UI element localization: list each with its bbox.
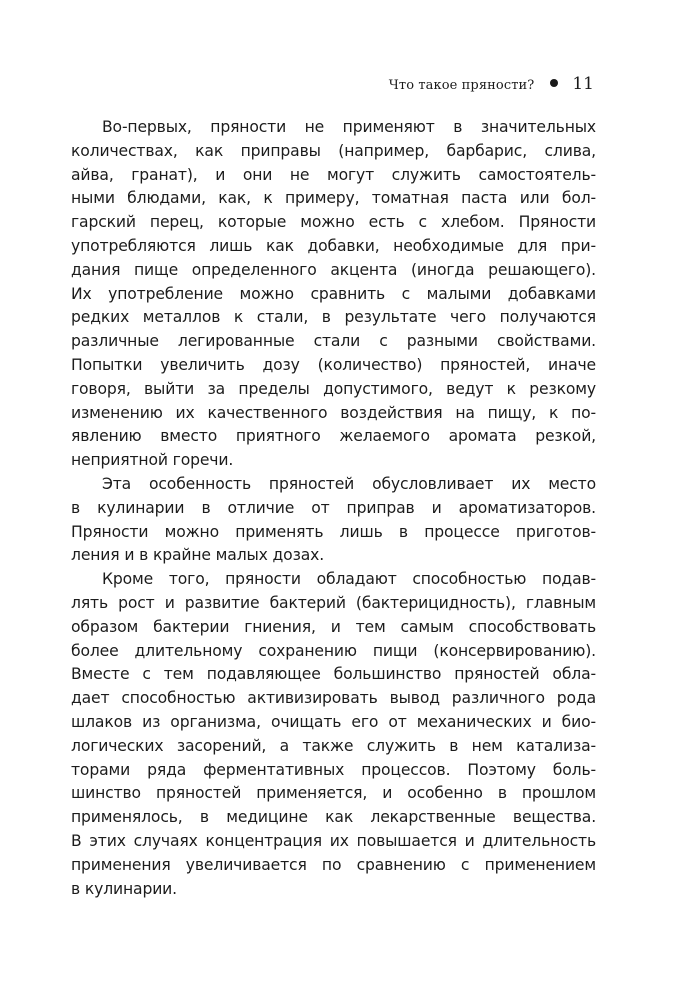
text-line: ления и в крайне малых дозах. <box>71 546 325 565</box>
text-line: ными блюдами, как, к примеру, томатная паста или бол- <box>71 189 596 208</box>
running-header <box>389 74 594 102</box>
text-line: Попытки увеличить дозу (количество) пряностей, иначе <box>71 355 596 374</box>
paragraph-3 <box>71 568 596 901</box>
text-line: Кроме того, пряности обладают способностью подав- <box>102 570 596 589</box>
text-line: дания пище определенного акцента (иногда решающего). <box>71 260 596 279</box>
text-line: применялось, в медицине как лекарственные вещества. <box>71 808 596 827</box>
text-line: образом бактерии гниения, и тем самым способствовать <box>71 617 596 636</box>
text-line: Их употребление можно сравнить с малыми добавками <box>71 284 596 303</box>
text-line: явлению вместо приятного желаемого аромата резкой, <box>71 427 596 446</box>
text-line: применения увеличивается по сравнению с применением <box>71 855 596 874</box>
text-line: шинство пряностей применяется, и особенно в прошлом <box>71 784 596 803</box>
text-line: редких металлов к стали, в результате чего получаются <box>71 308 596 327</box>
paragraph-2 <box>71 473 596 568</box>
text-line: торами ряда ферментативных процессов. Поэтому боль- <box>71 760 596 779</box>
text-line: дает способностью активизировать вывод различного рода <box>71 689 596 708</box>
text-line: гарский перец, которые можно есть с хлебом. Пряности <box>71 213 596 232</box>
text-line: айва, гранат), и они не могут служить самостоятель- <box>71 165 596 184</box>
text-line: различные легированные стали с разными свойствами. <box>71 332 596 351</box>
text-line: Пряности можно применять лишь в процессе приготов- <box>71 522 596 541</box>
paragraph-1 <box>71 116 596 473</box>
text-line: неприятной горечи. <box>71 451 234 470</box>
text-line: количествах, как приправы (например, барбарис, слива, <box>71 141 596 160</box>
text-line: Во-первых, пряности не применяют в значительных <box>102 118 596 136</box>
text-line: шлаков из организма, очищать его от механических и био- <box>71 712 596 731</box>
text-line: употребляются лишь как добавки, необходимые для при- <box>71 236 596 255</box>
text-line: в кулинарии. <box>71 879 177 898</box>
page-number: 11 <box>572 74 594 94</box>
body-text <box>71 116 596 901</box>
text-line: говоря, выйти за пределы допустимого, ведут к резкому <box>71 379 596 398</box>
text-line: Вместе с тем подавляющее большинство пряностей обла- <box>71 665 596 684</box>
text-line: в кулинарии в отличие от приправ и ароматизаторов. <box>71 498 596 517</box>
text-line: изменению их качественного воздействия на пищу, к по- <box>71 403 596 422</box>
text-line: Эта особенность пряностей обусловливает их место <box>102 474 596 493</box>
text-line: лять рост и развитие бактерий (бактерицидность), главным <box>71 593 596 612</box>
chapter-title: Что такое пряности? <box>388 78 535 93</box>
text-line: В этих случаях концентрация их повышается и длительность <box>71 831 596 850</box>
text-line: более длительному сохранению пищи (консервированию). <box>71 641 596 660</box>
bullet-separator-icon <box>550 79 558 87</box>
text-line: логических засорений, а также служить в нем катализа- <box>71 736 596 755</box>
